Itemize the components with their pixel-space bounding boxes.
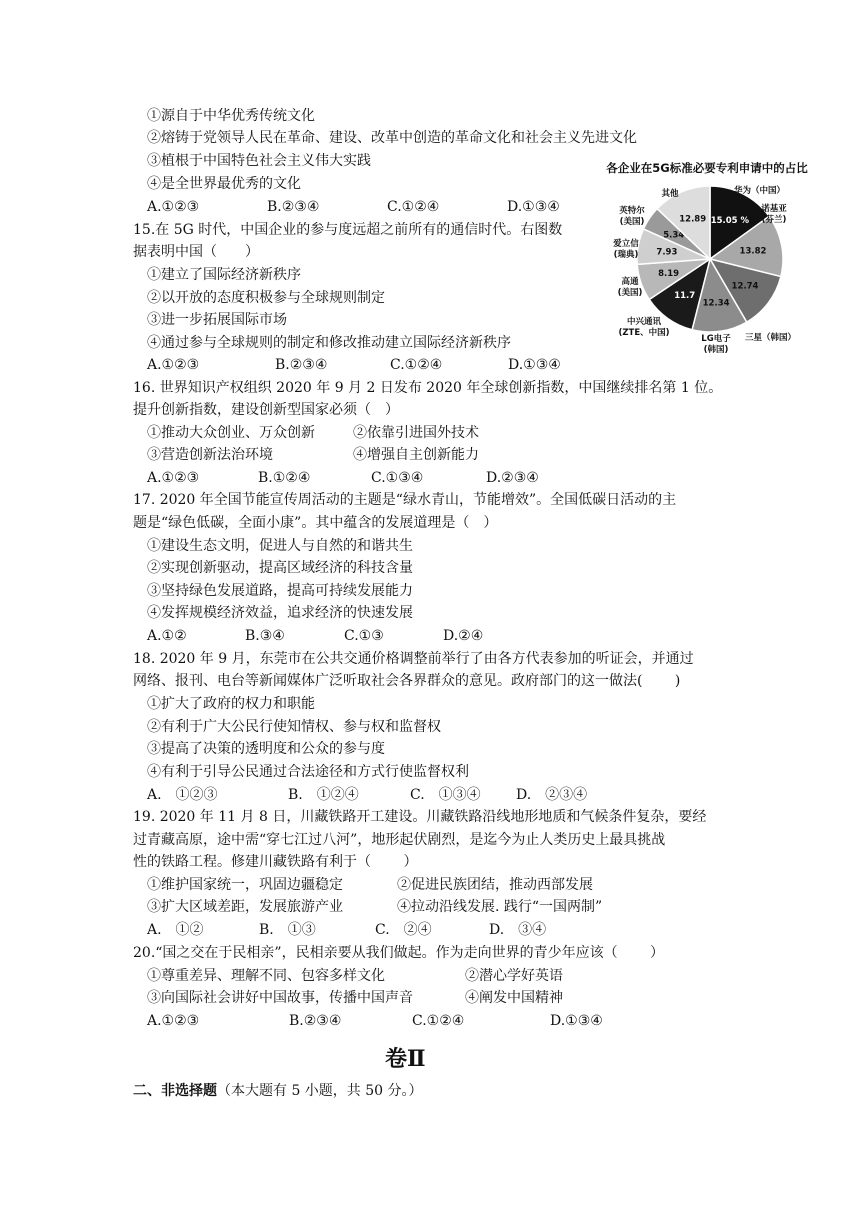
option-d[interactable]: D.①③④	[508, 357, 561, 373]
q19-stem: 19. 2020 年 11 月 8 日，川藏铁路开工建设。川藏铁路沿线地形地质和气候条件复杂，要经	[133, 809, 707, 825]
option-a[interactable]: A.①②③	[147, 357, 200, 373]
q19-stem-cont: 过青藏高原，途中需“穿七江过八河”，地形起伏剧烈，是迄今为止人类历史上最具挑战	[133, 832, 666, 848]
label-lg: LG电子	[701, 334, 731, 344]
q18-item-3: ③提高了决策的透明度和公众的参与度	[147, 741, 385, 757]
q16-item-1: ①推动大众创业、万众创新	[147, 425, 315, 441]
q18-stem: 18. 2020 年 9 月，东莞市在公共交通价格调整前举行了由各方代表参加的听证会，并通过	[133, 651, 694, 667]
q16-item-2: ②依靠引进国外技术	[353, 425, 479, 441]
q19-item-1: ①维护国家统一，巩固边疆稳定	[147, 877, 343, 893]
part-two-title: 卷Ⅱ	[385, 1046, 426, 1072]
q20-item-2: ②潜心学好英语	[465, 968, 563, 984]
option-a[interactable]: A. ①②③	[147, 787, 218, 803]
q15-item-3: ③进一步拓展国际市场	[147, 312, 287, 328]
q18-item-1: ①扩大了政府的权力和职能	[147, 696, 315, 712]
option-d[interactable]: D.②③④	[486, 470, 539, 486]
pie-value-label-7: 5.34	[663, 230, 685, 241]
q18-item-4: ④有利于引导公民通过合法途径和方式行使监督权利	[147, 764, 469, 780]
patent-share-pie-chart	[596, 160, 818, 356]
label-lg-country: (韩国)	[703, 345, 729, 355]
pie-value-label-4: 11.7	[674, 290, 696, 301]
q14-item-4: ④是全世界最优秀的文化	[147, 176, 301, 192]
q15-item-2: ②以开放的态度积极参与全球规则制定	[147, 290, 385, 306]
label-nokia: 诺基亚	[761, 204, 787, 214]
pie-value-label-5: 8.19	[658, 269, 680, 280]
option-a[interactable]: A.①②③	[147, 470, 200, 486]
pie-value-label-0: 15.05 %	[710, 216, 750, 226]
option-b[interactable]: B.②③④	[275, 357, 328, 373]
q17-stem-cont: 题是“绿色低碳，全面小康”。其中蕴含的发展道理是（ ）	[133, 515, 498, 531]
q20-stem: 20.“国之交在于民相亲”，民相亲要从我们做起。作为走向世界的青少年应该（ ）	[133, 945, 665, 961]
q14-item-2: ②熔铸于党领导人民在革命、建设、改革中创造的革命文化和社会主义先进文化	[147, 130, 637, 146]
option-d[interactable]: D. ②③④	[516, 787, 588, 803]
option-b[interactable]: B.①②④	[258, 470, 311, 486]
label-ericsson: 爱立信	[613, 239, 639, 249]
label-intel-country: (美国)	[619, 217, 645, 227]
pie-value-label-2: 12.74	[731, 281, 759, 292]
q17-item-2: ②实现创新驱动，提高区域经济的科技含量	[147, 560, 413, 576]
label-zte-country: (ZTE、中国)	[618, 328, 670, 338]
q19-item-4: ④拉动沿线发展. 践行“一国两制”	[397, 899, 603, 915]
label-other: 其他	[661, 189, 679, 199]
option-b[interactable]: B.②③④	[267, 199, 320, 215]
q14-item-1: ①源自于中华优秀传统文化	[147, 108, 315, 124]
label-intel: 英特尔	[619, 206, 645, 216]
option-c[interactable]: C. ①③④	[410, 787, 481, 803]
label-ericsson-country: (瑞典)	[613, 250, 639, 260]
option-c[interactable]: C. ②④	[375, 922, 432, 938]
option-c[interactable]: C.①③④	[371, 470, 424, 486]
chart-title: 各企业在5G标准必要专利申请中的占比	[606, 161, 808, 175]
option-d[interactable]: D.②④	[443, 628, 484, 644]
label-nokia-country: (芬兰)	[761, 215, 787, 225]
q15-item-1: ①建立了国际经济新秩序	[147, 267, 301, 283]
q17-item-3: ③坚持绿色发展道路，提高可持续发展能力	[147, 583, 413, 599]
q16-stem: 16. 世界知识产权组织 2020 年 9 月 2 日发布 2020 年全球创新指数，中国继续排名第 1 位。	[133, 380, 723, 396]
option-c[interactable]: C.①③	[344, 628, 384, 644]
option-c[interactable]: C.①②④	[412, 1013, 465, 1029]
section-note: （本大题有 5 小题，共 50 分。）	[217, 1083, 423, 1099]
q20-item-4: ④阐发中国精神	[465, 990, 563, 1006]
section-heading-label: 二、非选择题	[133, 1083, 217, 1099]
q20-item-3: ③向国际社会讲好中国故事，传播中国声音	[147, 990, 413, 1006]
option-b[interactable]: B. ①③	[259, 922, 316, 938]
q17-item-4: ④发挥规模经济效益，追求经济的快速发展	[147, 605, 413, 621]
option-c[interactable]: C.①②④	[390, 357, 443, 373]
pie-value-label-8: 12.89	[679, 214, 707, 225]
option-d[interactable]: D.①③④	[507, 199, 560, 215]
option-a[interactable]: A.①②③	[147, 199, 200, 215]
pie-value-label-6: 7.93	[656, 247, 678, 258]
q17-item-1: ①建设生态文明，促进人与自然的和谐共生	[147, 538, 413, 554]
q15-stem-cont: 据表明中国（ ）	[133, 244, 259, 260]
option-c[interactable]: C.①②④	[387, 199, 440, 215]
q15-item-4: ④通过参与全球规则的制定和修改推动建立国际经济新秩序	[147, 335, 511, 351]
label-qualcomm-country: (美国)	[617, 288, 643, 298]
q16-item-4: ④增强自主创新能力	[353, 447, 479, 463]
q19-stem-cont2: 性的铁路工程。修建川藏铁路有利于（ ）	[133, 854, 418, 870]
option-a[interactable]: A.①②	[147, 628, 187, 644]
q18-stem-cont: 网络、报刊、电台等新闻媒体广泛听取社会各界群众的意见。政府部门的这一做法( )	[133, 673, 681, 689]
option-b[interactable]: B. ①②④	[288, 787, 359, 803]
q17-stem: 17. 2020 年全国节能宣传周活动的主题是“绿水青山，节能增效”。全国低碳日活动的主	[133, 492, 677, 508]
q15-stem: 15.在 5G 时代，中国企业的参与度远超之前所有的通信时代。右图数	[133, 222, 563, 238]
option-b[interactable]: B.②③④	[289, 1013, 342, 1029]
label-huawei: 华为（中国）	[734, 186, 786, 196]
section-heading	[133, 1080, 423, 1100]
pie-value-label-3: 12.34	[702, 298, 730, 309]
label-samsung: 三星（韩国）	[745, 333, 797, 343]
label-zte: 中兴通讯	[626, 317, 662, 327]
option-d[interactable]: D. ③④	[489, 922, 547, 938]
q14-item-3: ③植根于中国特色社会主义伟大实践	[147, 153, 371, 169]
option-b[interactable]: B.③④	[245, 628, 285, 644]
option-a[interactable]: A.①②③	[147, 1013, 200, 1029]
q18-item-2: ②有利于广大公民行使知情权、参与权和监督权	[147, 719, 441, 735]
option-d[interactable]: D.①③④	[550, 1013, 603, 1029]
option-a[interactable]: A. ①②	[147, 922, 204, 938]
pie-value-label-1: 13.82	[739, 246, 767, 257]
q16-item-3: ③营造创新法治环境	[147, 447, 273, 463]
q20-item-1: ①尊重差异、理解不同、包容多样文化	[147, 968, 385, 984]
q19-item-2: ②促进民族团结，推动西部发展	[397, 877, 593, 893]
q16-stem-cont: 提升创新指数，建设创新型国家必须（ ）	[133, 402, 399, 418]
label-qualcomm: 高通	[621, 277, 639, 287]
q19-item-3: ③扩大区域差距，发展旅游产业	[147, 899, 343, 915]
